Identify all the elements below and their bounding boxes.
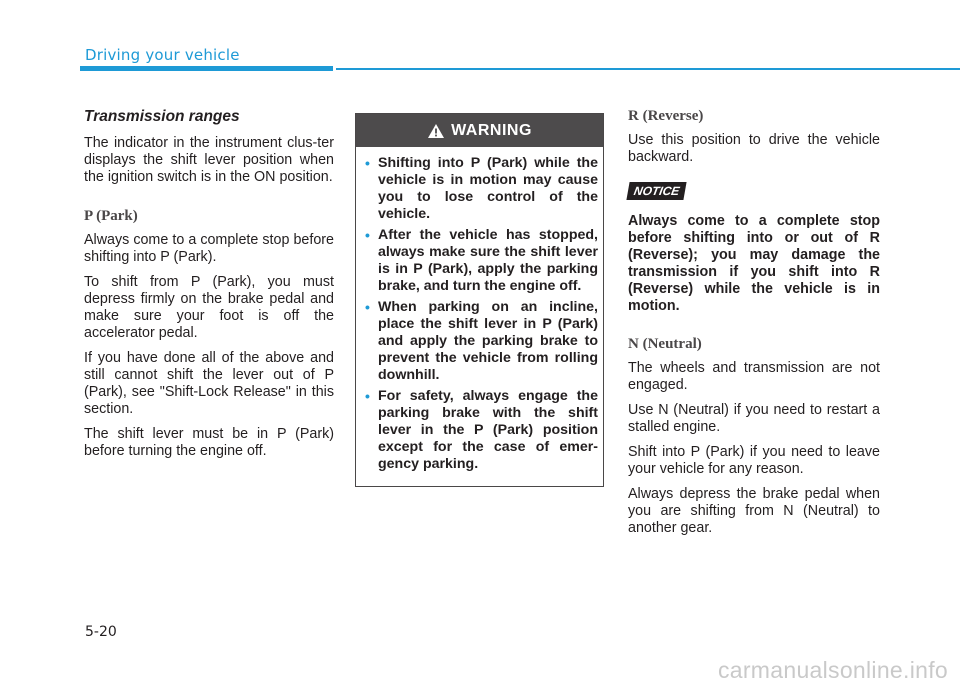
section-header: Driving your vehicle <box>85 46 240 64</box>
watermark: carmanualsonline.info <box>717 657 948 683</box>
neutral-heading: N (Neutral) <box>628 336 702 352</box>
warning-title: WARNING <box>451 121 532 139</box>
neutral-paragraph: Use N (Neutral) if you need to restart a stalled engine. <box>628 402 880 435</box>
park-paragraph: If you have done all of the above and still cannot shift the lever out of P (Park), see "Shift-Lock Release" in this section. <box>84 350 334 417</box>
park-paragraph: The shift lever must be in P (Park) before turning the engine off. <box>84 426 334 459</box>
warning-triangle-icon <box>427 123 445 139</box>
bullet-icon: • <box>365 155 370 171</box>
neutral-paragraph: Always depress the brake pedal when you are shifting from N (Neutral) to another gear. <box>628 486 880 536</box>
warning-item-text: For safety, always engage the parking brake with the shift lever in the P (Park) position except for the case of emer-gency parking. <box>378 388 598 472</box>
warning-item-text: When parking on an incline, place the shift lever in P (Park) and apply the parking brake to prevent the vehicle from rolling downhill. <box>378 299 598 383</box>
warning-list <box>365 155 598 477</box>
right-column <box>628 108 880 545</box>
header-rule <box>336 68 960 70</box>
park-heading: P (Park) <box>84 208 138 224</box>
reverse-paragraph: Use this position to drive the vehicle backward. <box>628 132 880 165</box>
intro-paragraph: The indicator in the instrument clus-ter displays the shift lever position when the ignition switch is in the ON position. <box>84 135 334 185</box>
reverse-heading: R (Reverse) <box>628 108 704 124</box>
warning-item-text: After the vehicle has stopped, always make sure the shift lever is in P (Park), apply the parking brake, and turn the engine off. <box>378 227 598 294</box>
park-paragraph: To shift from P (Park), you must depress firmly on the brake pedal and make sure your foot is off the accelerator pedal. <box>84 274 334 341</box>
warning-header <box>356 114 603 147</box>
park-paragraph: Always come to a complete stop before shifting into P (Park). <box>84 232 334 265</box>
left-column <box>84 108 334 468</box>
warning-item <box>365 299 598 384</box>
warning-item <box>365 155 598 223</box>
warning-item <box>365 227 598 295</box>
bullet-icon: • <box>365 388 370 404</box>
notice-badge: NOTICE <box>626 182 687 200</box>
page-number: 5-20 <box>85 624 117 640</box>
warning-item <box>365 388 598 473</box>
bullet-icon: • <box>365 299 370 315</box>
transmission-ranges-heading: Transmission ranges <box>84 108 240 125</box>
header-accent-bar <box>80 66 333 71</box>
warning-box <box>355 113 604 487</box>
bullet-icon: • <box>365 227 370 243</box>
neutral-paragraph: Shift into P (Park) if you need to leave your vehicle for any reason. <box>628 444 880 477</box>
notice-text: Always come to a complete stop before shifting into or out of R (Reverse); you may damage the transmission if you shift into R (Reverse) while the vehicle is in motion. <box>628 213 880 314</box>
warning-item-text: Shifting into P (Park) while the vehicle is in motion may cause you to lose control of the vehicle. <box>378 155 598 222</box>
neutral-paragraph: The wheels and transmission are not engaged. <box>628 360 880 393</box>
